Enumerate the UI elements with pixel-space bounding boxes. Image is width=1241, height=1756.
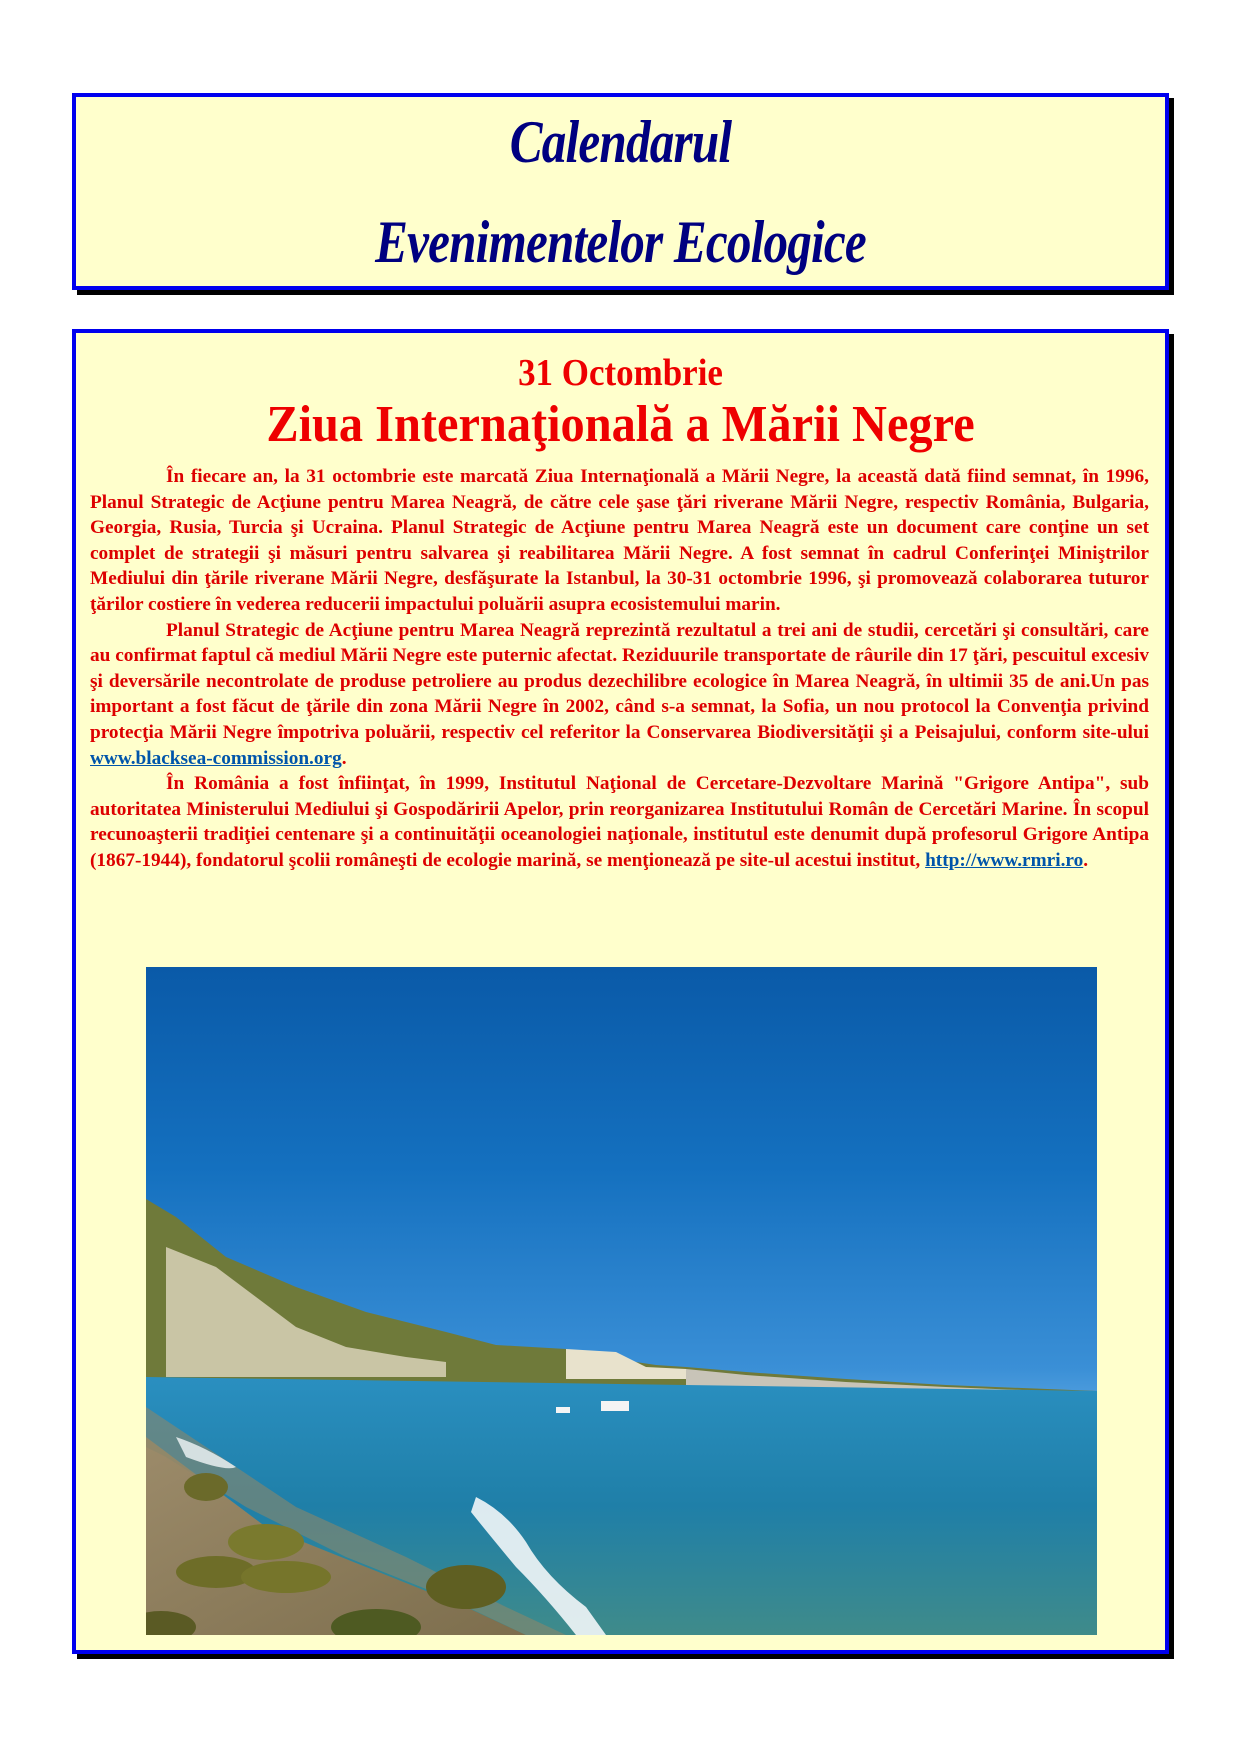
title-line-2: Evenimentelor Ecologice — [375, 209, 866, 275]
title-line-1: Calendarul — [509, 109, 732, 175]
black-sea-photo — [146, 967, 1097, 1635]
rmri-link[interactable]: http://www.rmri.ro — [925, 849, 1084, 871]
seascape-illustration — [146, 967, 1097, 1635]
title-banner — [72, 93, 1169, 290]
paragraph-3-text: În România a fost înfiinţat, în 1999, Institutul Naţional de Cercetare-Dezvoltare Marină "Grigore Antipa", sub autoritatea Ministerului Mediului şi Gospodăririi Apelor, prin reorganizarea Institutului Român de Cercetări Marine. În scopul recunoaşterii tradiţiei centenare şi a continuităţii oceanologiei naţionale, institutul este denumit după profesorul Grigore Antipa (1867-1944), fondatorul şcolii româneşti de ecologie marină, se menţionează pe site-ul acestui institut, — [90, 773, 1149, 871]
paragraph-1: În fiecare an, la 31 octombrie este marcată Ziua Internaţională a Mării Negre, la această dată fiind semnat, în 1996, Planul Strategic de Acţiune pentru Marea Neagră, de către cele şase ţări riverane Mării Negre, respectiv România, Bulgaria, Georgia, Rusia, Turcia şi Ucraina. Planul Strategic de Acţiune pentru Marea Neagră este un document care conţine un set complet de strategii şi măsuri pentru salvarea şi reabilitarea Mării Negre. A fost semnat în cadrul Conferinţei Miniştrilor Mediului din ţările riverane Mării Negre, desfăşurate la Istanbul, la 30-31 octombrie 1996, şi promovează colaborarea tuturor ţărilor costiere în vederea reducerii impactului poluării asupra ecosistemului marin. — [90, 466, 1149, 615]
blacksea-commission-link[interactable]: www.blacksea-commission.org — [90, 747, 342, 769]
paragraph-2 — [90, 618, 1149, 772]
event-title: Ziua Internaţională a Mării Negre — [266, 396, 975, 453]
paragraph-3 — [90, 771, 1149, 873]
article-body — [90, 464, 1149, 874]
paragraph-2-text: Planul Strategic de Acţiune pentru Marea Neagră reprezintă rezultatul a trei ani de studii, cercetări şi consultări, care au confirmat faptul că mediul Mării Negre este puternic afectat. Reziduurile transportate de râurile din 17 ţări, pescuitul excesiv şi deversările necontrolate de produse petroliere au produs dezechilibre ecologice în Marea Neagră, în ultimii 35 de ani.Un pas important a fost făcut de ţările din zona Mării Negre în 2002, când s-a semnat, la Sofia, un nou protocol la Convenţia privind protecţia Mării Negre împotriva poluării, respectiv cel referitor la Conservarea Biodiversităţii şi a Peisajului, conform site-ului — [90, 619, 1149, 743]
paragraph-2-end: . — [341, 747, 347, 769]
paragraph-3-end: . — [1083, 849, 1089, 871]
event-date: 31 Octombrie — [518, 352, 723, 394]
event-panel — [72, 329, 1169, 1654]
